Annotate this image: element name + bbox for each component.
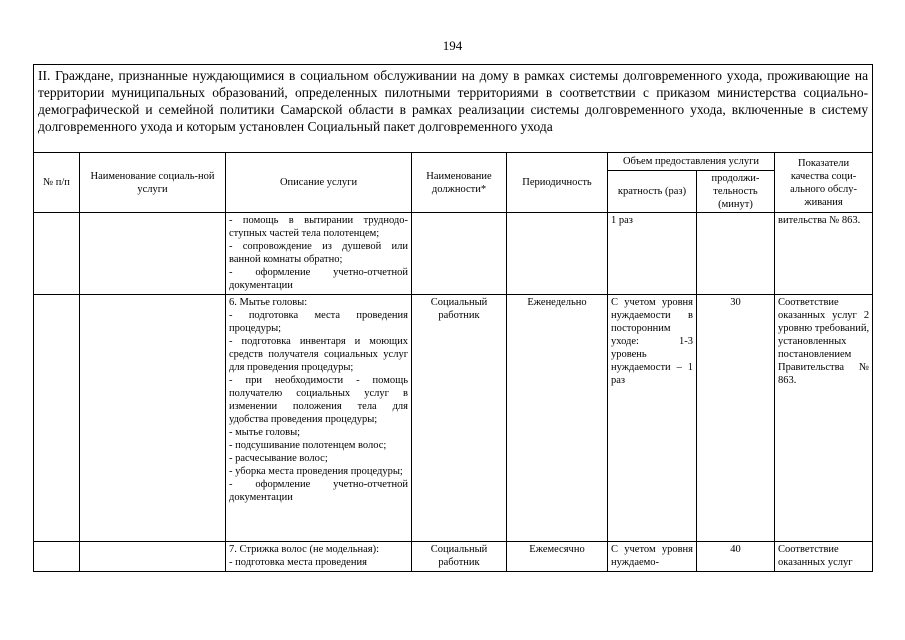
cell-duration: [697, 213, 775, 295]
cell-quality: вительства № 863.: [775, 213, 873, 295]
table-row: [34, 542, 873, 572]
cell-service-name: [80, 542, 226, 572]
description-line: 6. Мытье головы:: [229, 297, 308, 308]
cell-position: Социальный работник: [412, 295, 507, 542]
cell-periodicity: Ежемесячно: [507, 542, 608, 572]
description-line: - подсушивание полотенцем волос;: [229, 440, 387, 451]
description-line: - сопровождение из душевой или ванной комнаты обратно;: [229, 241, 408, 265]
cell-description: [226, 295, 412, 542]
description-line: - подготовка места проведения процедуры;: [229, 310, 408, 334]
cell-multiplicity: 1 раз: [608, 213, 697, 295]
header-volume: Объем предоставления услуги: [608, 153, 775, 171]
header-multiplicity: кратность (раз): [608, 171, 697, 213]
description-line: - оформление учетно-отчетной документации: [229, 267, 408, 291]
description-line: - помощь в вытирании труднодо-ступных частей тела полотенцем;: [229, 215, 408, 239]
header-quality: Показатели качества соци-ального обслу-живания: [775, 153, 873, 213]
cell-service-name: [80, 295, 226, 542]
table-row: [34, 295, 873, 542]
cell-num: [34, 542, 80, 572]
cell-duration: 40: [697, 542, 775, 572]
cell-quality: Соответствие оказанных услуг: [775, 542, 873, 572]
header-periodicity: Периодичность: [507, 153, 608, 213]
description-line: - подготовка инвентаря и моющих средств получателя социальных услуг для проведения процедуры;: [229, 336, 408, 373]
cell-quality: Соответствие оказанных услуг 2 уровню требований, установленных постановлением Правительства № 863.: [775, 295, 873, 542]
cell-num: [34, 213, 80, 295]
description-line: - уборка места проведения процедуры;: [229, 466, 403, 477]
header-position: Наименование должности*: [412, 153, 507, 213]
cell-description: [226, 213, 412, 295]
page-number: 194: [442, 38, 463, 53]
cell-periodicity: Еженедельно: [507, 295, 608, 542]
description-line: - расчесывание волос;: [229, 453, 328, 464]
header-service-name: Наименование социаль-ной услуги: [80, 153, 226, 213]
cell-position: [412, 213, 507, 295]
header-duration: продолжи-тельность (минут): [697, 171, 775, 213]
cell-multiplicity: С учетом уровня нуждаемости в посторонним уходе: 1-3 уровень нуждаемости – 1 раз: [608, 295, 697, 542]
description-line: - мытье головы;: [229, 427, 301, 438]
section-title: II. Граждане, признанные нуждающимися в социальном обслуживании на дому в рамках системы долговременного ухода, проживающие на территории муниципальных образований, определенных пилотными территориями в соответствии с приказом министерства социально-демографической и семейной политики Самарской области в рамках реализации системы долговременного ухода, включенные в систему долговременного ухода и которым установлен Социальный пакет долговременного ухода: [34, 65, 873, 153]
services-table: [33, 64, 873, 572]
description-line: - оформление учетно-отчетной документации: [229, 479, 408, 503]
description-line: - при необходимости - помощь получателю социальных услуг в изменении положения тела для удобства проведения процедуры;: [229, 375, 408, 425]
description-line: 7. Стрижка волос (не модельная):: [229, 544, 380, 555]
cell-num: [34, 295, 80, 542]
description-line: - подготовка места проведения: [229, 557, 367, 568]
cell-service-name: [80, 213, 226, 295]
cell-position: Социальный работник: [412, 542, 507, 572]
header-description: Описание услуги: [226, 153, 412, 213]
cell-duration: 30: [697, 295, 775, 542]
cell-periodicity: [507, 213, 608, 295]
header-num: № п/п: [34, 153, 80, 213]
table-row: [34, 213, 873, 295]
cell-multiplicity: С учетом уровня нуждаемо-: [608, 542, 697, 572]
cell-description: [226, 542, 412, 572]
